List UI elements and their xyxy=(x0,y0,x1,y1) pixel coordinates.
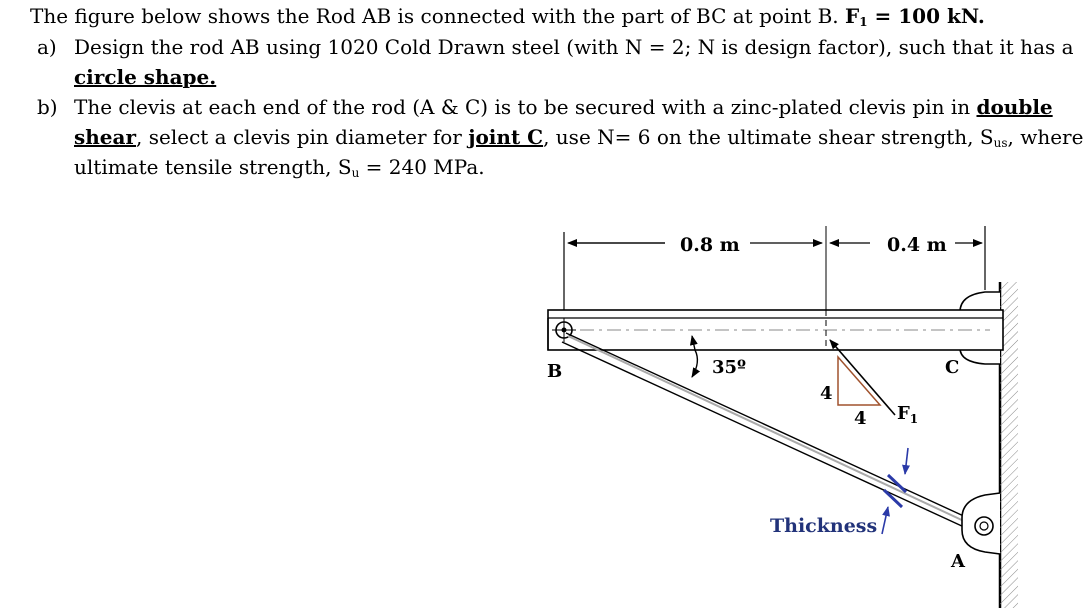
thickness-marker xyxy=(770,448,908,537)
slope-horizontal-label: 4 xyxy=(854,408,867,429)
bar-bc xyxy=(548,310,1003,350)
part-b-marker: b) xyxy=(37,95,58,119)
part-b-line2: shear, select a clevis pin diameter for joint C, use N= 6 on the ultimate shear strength, $S_{us}$, where xyxy=(74,125,1083,150)
label-a: A xyxy=(951,551,965,572)
joint-c-emph: joint C xyxy=(468,125,544,149)
thickness-label: Thickness xyxy=(770,515,878,537)
part-a-line1: Design the rod AB using 1020 Cold Drawn steel (with N = 2; N is design factor), such that it has a xyxy=(74,35,1074,59)
force-f1 xyxy=(820,340,918,429)
dim-right-label: 0.4 m xyxy=(887,234,947,256)
slope-triangle xyxy=(838,357,880,405)
angle-label: 35º xyxy=(712,357,747,378)
force-label: $F_1$ xyxy=(897,403,919,426)
slope-vertical-label: 4 xyxy=(820,383,833,404)
label-b: B xyxy=(547,361,563,382)
part-a-marker: a) xyxy=(37,35,57,59)
part-b-line3: ultimate tensile strength, $S_u = 240$ MPa. xyxy=(74,155,485,180)
part-a-circle-shape: circle shape. xyxy=(74,65,217,89)
force-value: $F_1 = 100$ kN. xyxy=(845,4,985,29)
double-shear-emph: double xyxy=(976,95,1053,119)
rod-ab xyxy=(562,333,968,527)
problem-intro: The figure below shows the Rod AB is connected with the part of BC at point B. $F_1 = 100$ kN. xyxy=(30,4,985,29)
clevis-bracket-a xyxy=(962,493,1000,554)
dim-left-label: 0.8 m xyxy=(680,234,740,256)
part-b-line1: The clevis at each end of the rod (A & C) is to be secured with a zinc-plated clevis pin in double xyxy=(74,95,1053,119)
label-c: C xyxy=(945,357,960,378)
